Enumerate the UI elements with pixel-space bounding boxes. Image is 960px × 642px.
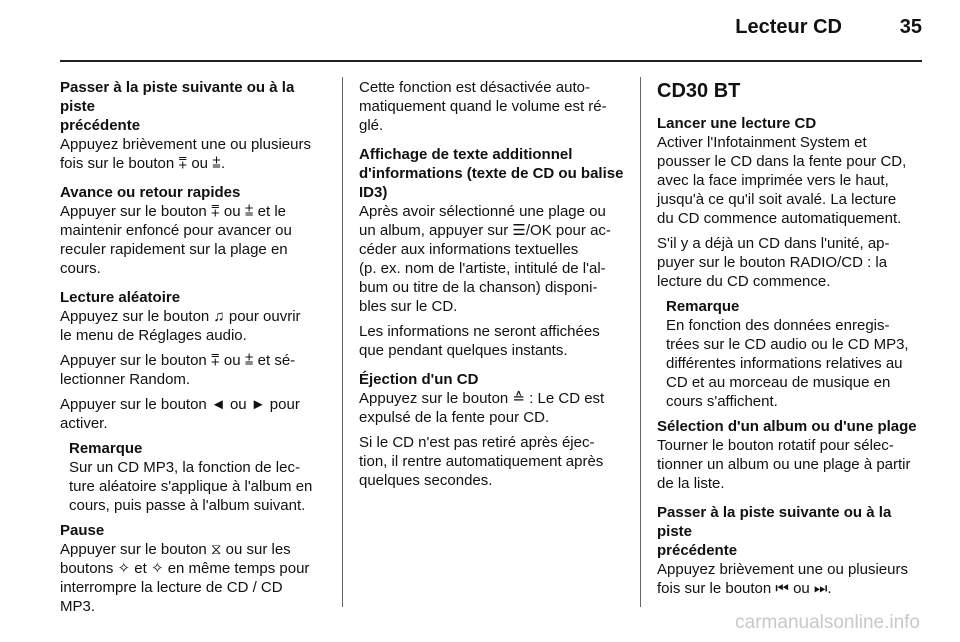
- text-line: glé.: [359, 117, 384, 134]
- text-line: boutons ✧ et ✧ en même temps pour: [60, 560, 310, 577]
- column-divider-1: [342, 77, 343, 607]
- spacer: [359, 360, 625, 370]
- text-line: ture aléatoire s'applique à l'album en: [69, 478, 313, 495]
- text-line: Appuyer sur le bouton ◄ ou ► pour: [60, 396, 300, 413]
- section-heading-line: Éjection d'un CD: [359, 371, 479, 388]
- section-heading-line: Lecture aléatoire: [60, 289, 181, 306]
- text-line: Appuyez brièvement une ou plusieurs: [60, 136, 311, 153]
- text-line: jusqu'à ce qu'il soit avalé. La lecture: [657, 191, 897, 208]
- text-line: cours.: [60, 260, 101, 277]
- spacer: [60, 278, 326, 288]
- text-line: fois sur le bouton ⏮ ou ⏭.: [657, 580, 832, 597]
- page-header-title: Lecteur CD: [735, 16, 842, 38]
- section-heading-line: Pause: [60, 522, 105, 539]
- text-line: Si le CD n'est pas retiré après éjec-: [359, 434, 595, 451]
- text-line: Les informations ne seront affichées: [359, 323, 600, 340]
- text-line: activer.: [60, 415, 108, 432]
- text-line: bum ou titre de la chanson) disponi-: [359, 279, 598, 296]
- section-heading-line: ID3): [359, 184, 388, 201]
- spacer: [359, 135, 625, 145]
- section-title: CD30 BT: [657, 80, 741, 102]
- text-line: Activer l'Infotainment System et: [657, 134, 867, 151]
- text-line: cours s'affichent.: [666, 393, 778, 410]
- text-line: MP3.: [60, 598, 96, 615]
- text-line: maintenir enfoncé pour avancer ou: [60, 222, 292, 239]
- text-line: différentes informations relatives au: [666, 355, 903, 372]
- text-line: Après avoir sélectionné une plage ou: [359, 203, 606, 220]
- column-2: [359, 78, 625, 490]
- text-line: bles sur le CD.: [359, 298, 458, 315]
- text-line: Appuyer sur le bouton ⩱ ou ⩲ et sé-: [60, 352, 296, 369]
- section-heading-line: Avance ou retour rapides: [60, 184, 241, 201]
- text-line: de la liste.: [657, 475, 725, 492]
- text-line: Sur un CD MP3, la fonction de lec-: [69, 459, 300, 476]
- text-line: lecture du CD commence.: [657, 273, 831, 290]
- header-rule: [60, 60, 922, 62]
- text-line: lectionner Random.: [60, 371, 191, 388]
- text-line: Appuyer sur le bouton ⧖ ou sur les: [60, 541, 291, 558]
- text-line: Cette fonction est désactivée auto-: [359, 79, 590, 96]
- text-line: puyer sur le bouton RADIO/CD : la: [657, 254, 888, 271]
- text-line: interrompre la lecture de CD / CD: [60, 579, 283, 596]
- text-line: Appuyez sur le bouton ♫ pour ouvrir: [60, 308, 301, 325]
- spacer: [60, 173, 326, 183]
- section-heading-line: Passer à la piste suivante ou à la piste: [60, 79, 295, 115]
- text-line: pousser le CD dans la fente pour CD,: [657, 153, 907, 170]
- text-line: cours, puis passe à l'album suivant.: [69, 497, 306, 514]
- section-heading-line: Passer à la piste suivante ou à la piste: [657, 504, 892, 540]
- text-line: Appuyez sur le bouton ≙ : Le CD est: [359, 390, 605, 407]
- text-line: fois sur le bouton ⩱ ou ⩲.: [60, 155, 226, 172]
- column-divider-2: [640, 77, 641, 607]
- section-heading-line: précédente: [657, 542, 738, 559]
- text-line: avec la face imprimée vers le haut,: [657, 172, 889, 189]
- text-line: Tourner le bouton rotatif pour sélec-: [657, 437, 894, 454]
- text-line: expulsé de la fente pour CD.: [359, 409, 550, 426]
- column-3: [657, 78, 923, 598]
- text-line: (p. ex. nom de l'artiste, intitulé de l'al-: [359, 260, 606, 277]
- text-line: trées sur le CD audio ou le CD MP3,: [666, 336, 909, 353]
- note-heading: Remarque: [666, 298, 740, 315]
- text-line: que pendant quelques instants.: [359, 342, 568, 359]
- watermark: carmanualsonline.info: [735, 612, 920, 633]
- text-line: quelques secondes.: [359, 472, 493, 489]
- text-line: céder aux informations textuelles: [359, 241, 579, 258]
- note-heading: Remarque: [69, 440, 143, 457]
- text-line: le menu de Réglages audio.: [60, 327, 247, 344]
- section-heading-line: Lancer une lecture CD: [657, 115, 817, 132]
- text-line: tion, il rentre automatiquement après: [359, 453, 604, 470]
- text-line: S'il y a déjà un CD dans l'unité, ap-: [657, 235, 890, 252]
- text-line: tionner un album ou une plage à partir: [657, 456, 911, 473]
- text-line: Appuyez brièvement une ou plusieurs: [657, 561, 908, 578]
- text-line: reculer rapidement sur la plage en: [60, 241, 288, 258]
- text-line: un album, appuyer sur ☰/OK pour ac-: [359, 222, 611, 239]
- spacer: [657, 493, 923, 503]
- text-line: du CD commence automatiquement.: [657, 210, 902, 227]
- section-heading-line: d'informations (texte de CD ou balise: [359, 165, 624, 182]
- section-heading-line: Sélection d'un album ou d'une plage: [657, 418, 917, 435]
- page-number: 35: [899, 16, 922, 38]
- section-heading-line: Affichage de texte additionnel: [359, 146, 573, 163]
- section-heading-line: précédente: [60, 117, 141, 134]
- text-line: matiquement quand le volume est ré-: [359, 98, 607, 115]
- column-1: [60, 78, 326, 616]
- text-line: En fonction des données enregis-: [666, 317, 890, 334]
- text-line: CD et au morceau de musique en: [666, 374, 891, 391]
- text-line: Appuyer sur le bouton ⩱ ou ⩲ et le: [60, 203, 286, 220]
